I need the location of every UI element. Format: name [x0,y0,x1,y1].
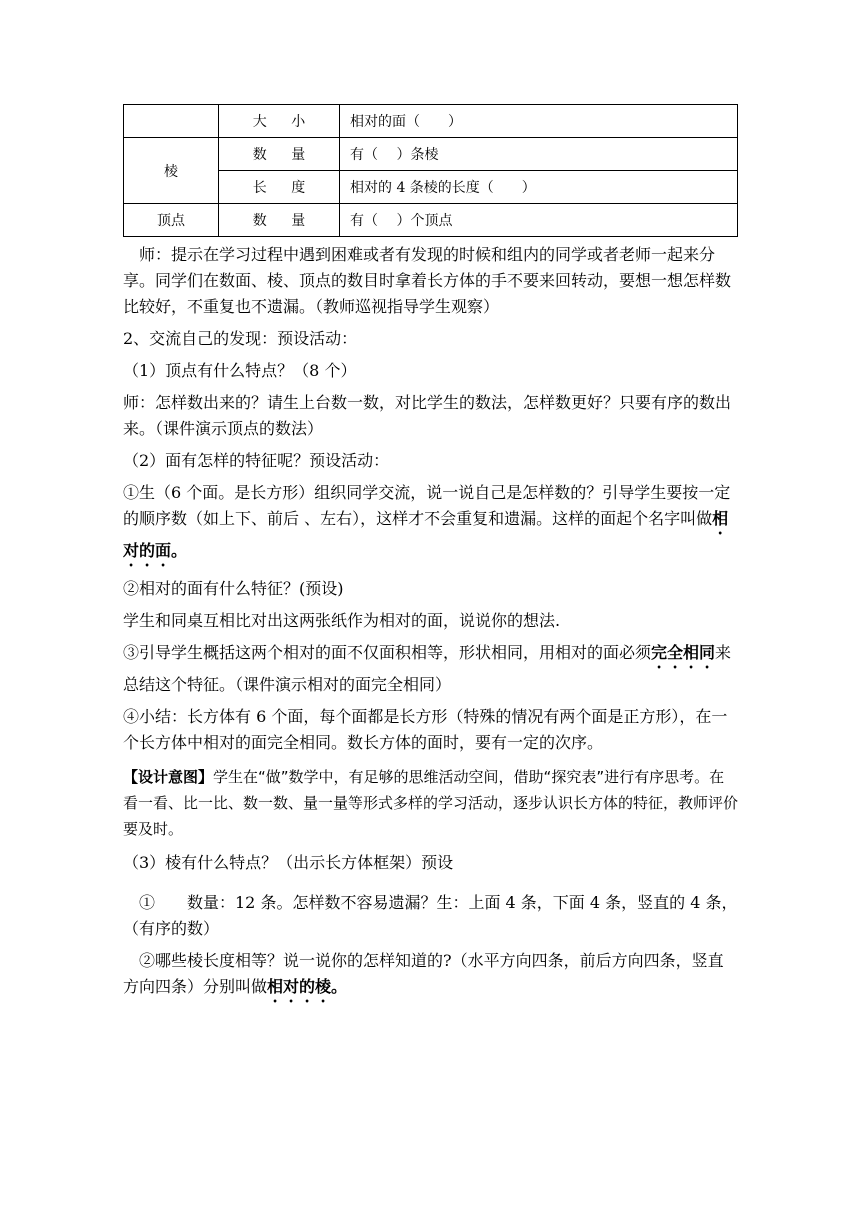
table-attr-cell: 长 度 [219,171,340,204]
paragraph: ④小结：长方体有 6 个面，每个面都是长方形（特殊的情况有两个面是正方形），在一个长方体中相对的面完全相同。数长方体的面时，要有一定的次序。 [123,707,728,752]
paragraph: 师：怎样数出来的？请生上台数一数，对比学生的数法，怎样数更好？只要有序的数出来。（课件演示顶点的数法） [123,393,732,438]
emphasis-term: 相对的棱 [267,977,332,996]
paragraph: ②相对的面有什么特征？(预设) [123,579,344,598]
table-attr-cell: 大 小 [219,105,340,138]
table-group-cell: 棱 [124,138,219,204]
paragraph-text: ②哪些棱长度相等？说一说你的怎样知道的?（水平方向四条，前后方向四条，竖直方向四条）分别叫做 [123,951,724,996]
design-intent-paragraph [123,764,738,842]
paragraph: （2）面有怎样的特征呢？预设活动： [123,451,390,470]
design-intent-text: 学生在“做”数学中，有足够的思维活动空间，借助“探究表”进行有序思考。在看一看、比一比、数一数、量一量等形式多样的学习活动，逐步认识长方体的特征，教师评价要及时。 [123,768,739,838]
punctuation: 。 [331,977,348,996]
table-row [124,138,738,171]
table-row [124,105,738,138]
paragraph [123,480,738,570]
paragraph: （3）棱有什么特点？（出示长方体框架）预设 [123,853,454,872]
table-row [124,204,738,237]
punctuation: 。 [171,541,188,560]
paragraph: ① 数量：12 条。怎样数不容易遗漏？生：上面 4 条，下面 4 条，竖直的 4 条，（有序的数） [123,893,738,938]
table-group-cell [124,105,219,138]
paragraph-text: ③引导学生概括这两个相对的面不仅面积相等，形状相同，用相对的面必须 [123,643,652,662]
table-desc-cell: 有（ ）个顶点 [340,204,738,237]
emphasis-term: 相对的面 [123,509,729,560]
lesson-body [123,242,738,1006]
paragraph: 师：提示在学习过程中遇到困难或者有发现的时候和组内的同学或者老师一起来分享。同学们在数面、棱、顶点的数目时拿着长方体的手不要来回转动，要想一想怎样数比较好，不重复也不遗漏。（教师巡视指导学生观察） [123,245,732,316]
paragraph [123,948,738,1006]
paragraph [123,640,738,698]
table-desc-cell: 有（ ）条棱 [340,138,738,171]
paragraph: （1）顶点有什么特点？（8 个） [123,361,357,380]
table-group-cell: 顶点 [124,204,219,237]
table-desc-cell: 相对的 4 条棱的长度（ ） [340,171,738,204]
table-desc-cell: 相对的面（ ） [340,105,738,138]
design-intent-label: 【设计意图】 [123,768,214,786]
emphasis-term: 完全相同 [651,643,716,662]
paragraph-text: 来总结这个特征。（课件演示相对的面完全相同） [123,643,732,694]
paragraph: 2、交流自己的发现：预设活动： [123,329,358,348]
table-attr-cell: 数 量 [219,138,340,171]
paragraph: 学生和同桌互相比对出这两张纸作为相对的面，说说你的想法. [123,611,561,630]
cuboid-feature-table [123,104,738,237]
table-attr-cell: 数 量 [219,204,340,237]
paragraph-text: ①生（6 个面。是长方形）组织同学交流，说一说自己是怎样数的？引导学生要按一定的顺序数（如上下、前后 、左右），这样才不会重复和遗漏。这样的面起个名字叫做 [123,483,731,528]
